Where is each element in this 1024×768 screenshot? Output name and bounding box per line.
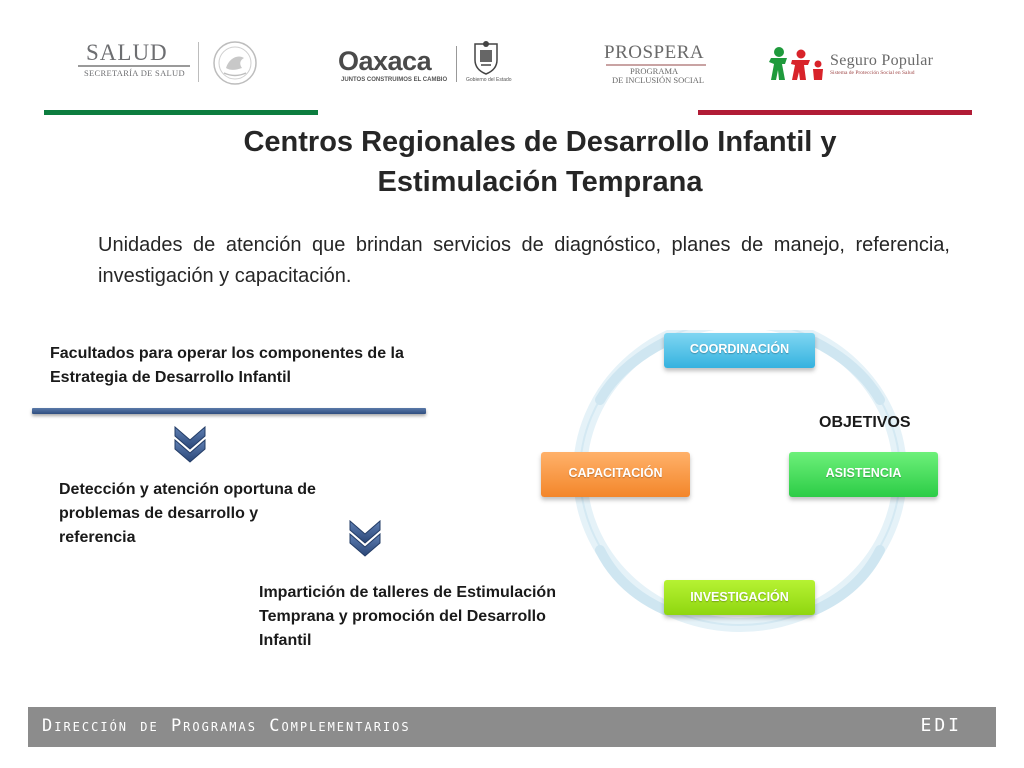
seguro-popular-logo-name: Seguro Popular [830,52,934,69]
header-red-band [698,110,972,115]
flow-divider-bar [32,408,426,414]
seguro-popular-figures-icon [768,46,826,82]
slide-title: Centros Regionales de Desarrollo Infantil y Estimulación Temprana [243,126,837,198]
salud-logo [74,38,264,88]
oaxaca-shield-icon [472,40,500,76]
footer-bar [28,707,996,747]
oaxaca-logo-divider [456,46,457,82]
objectives-label: OBJETIVOS [819,414,911,431]
intro-paragraph: Unidades de atención que brindan servicios de diagnóstico, planes de manejo, referencia, investigación y capacitación. [98,234,950,287]
salud-logo-divider [198,42,199,82]
chevron-down-icon [349,520,381,558]
flow-step-1: Facultados para operar los componentes de la Estrategia de Desarrollo Infantil [50,345,404,386]
seguro-popular-logo [768,46,958,86]
objective-investigacion: INVESTIGACIÓN [664,580,815,615]
salud-logo-name: SALUD [86,40,168,65]
chevron-down-icon [174,426,206,464]
objective-asistencia: ASISTENCIA [789,452,938,497]
mexico-seal-icon [212,40,258,86]
prospera-logo [604,42,714,88]
footer-acronym: EDI [920,715,962,736]
oaxaca-logo-tagline: JUNTOS CONSTRUIMOS EL CAMBIO [341,77,448,83]
oaxaca-logo-name: Oaxaca [338,46,432,76]
seguro-popular-logo-subtitle: Sistema de Protección Social en Salud [830,70,915,76]
prospera-logo-line2: DE INCLUSIÓN SOCIAL [612,75,705,85]
salud-logo-rule [78,65,190,67]
objective-coordinacion: COORDINACIÓN [664,333,815,368]
flow-step-3: Impartición de talleres de Estimulación Temprana y promoción del Desarrollo Infantil [259,584,556,649]
prospera-logo-line1: PROGRAMA [630,66,679,76]
flow-step-2: Detección y atención oportuna de problemas de desarrollo y referencia [59,481,316,546]
oaxaca-gobierno-label: Gobierno del Estado [466,77,512,83]
objective-capacitacion: CAPACITACIÓN [541,452,690,497]
footer-department: Dirección de Programas Complementarios [42,716,411,736]
oaxaca-logo [338,40,512,90]
header-green-band [44,110,318,115]
prospera-logo-name: PROSPERA [604,42,705,63]
salud-logo-subtitle: SECRETARÍA DE SALUD [84,68,185,78]
